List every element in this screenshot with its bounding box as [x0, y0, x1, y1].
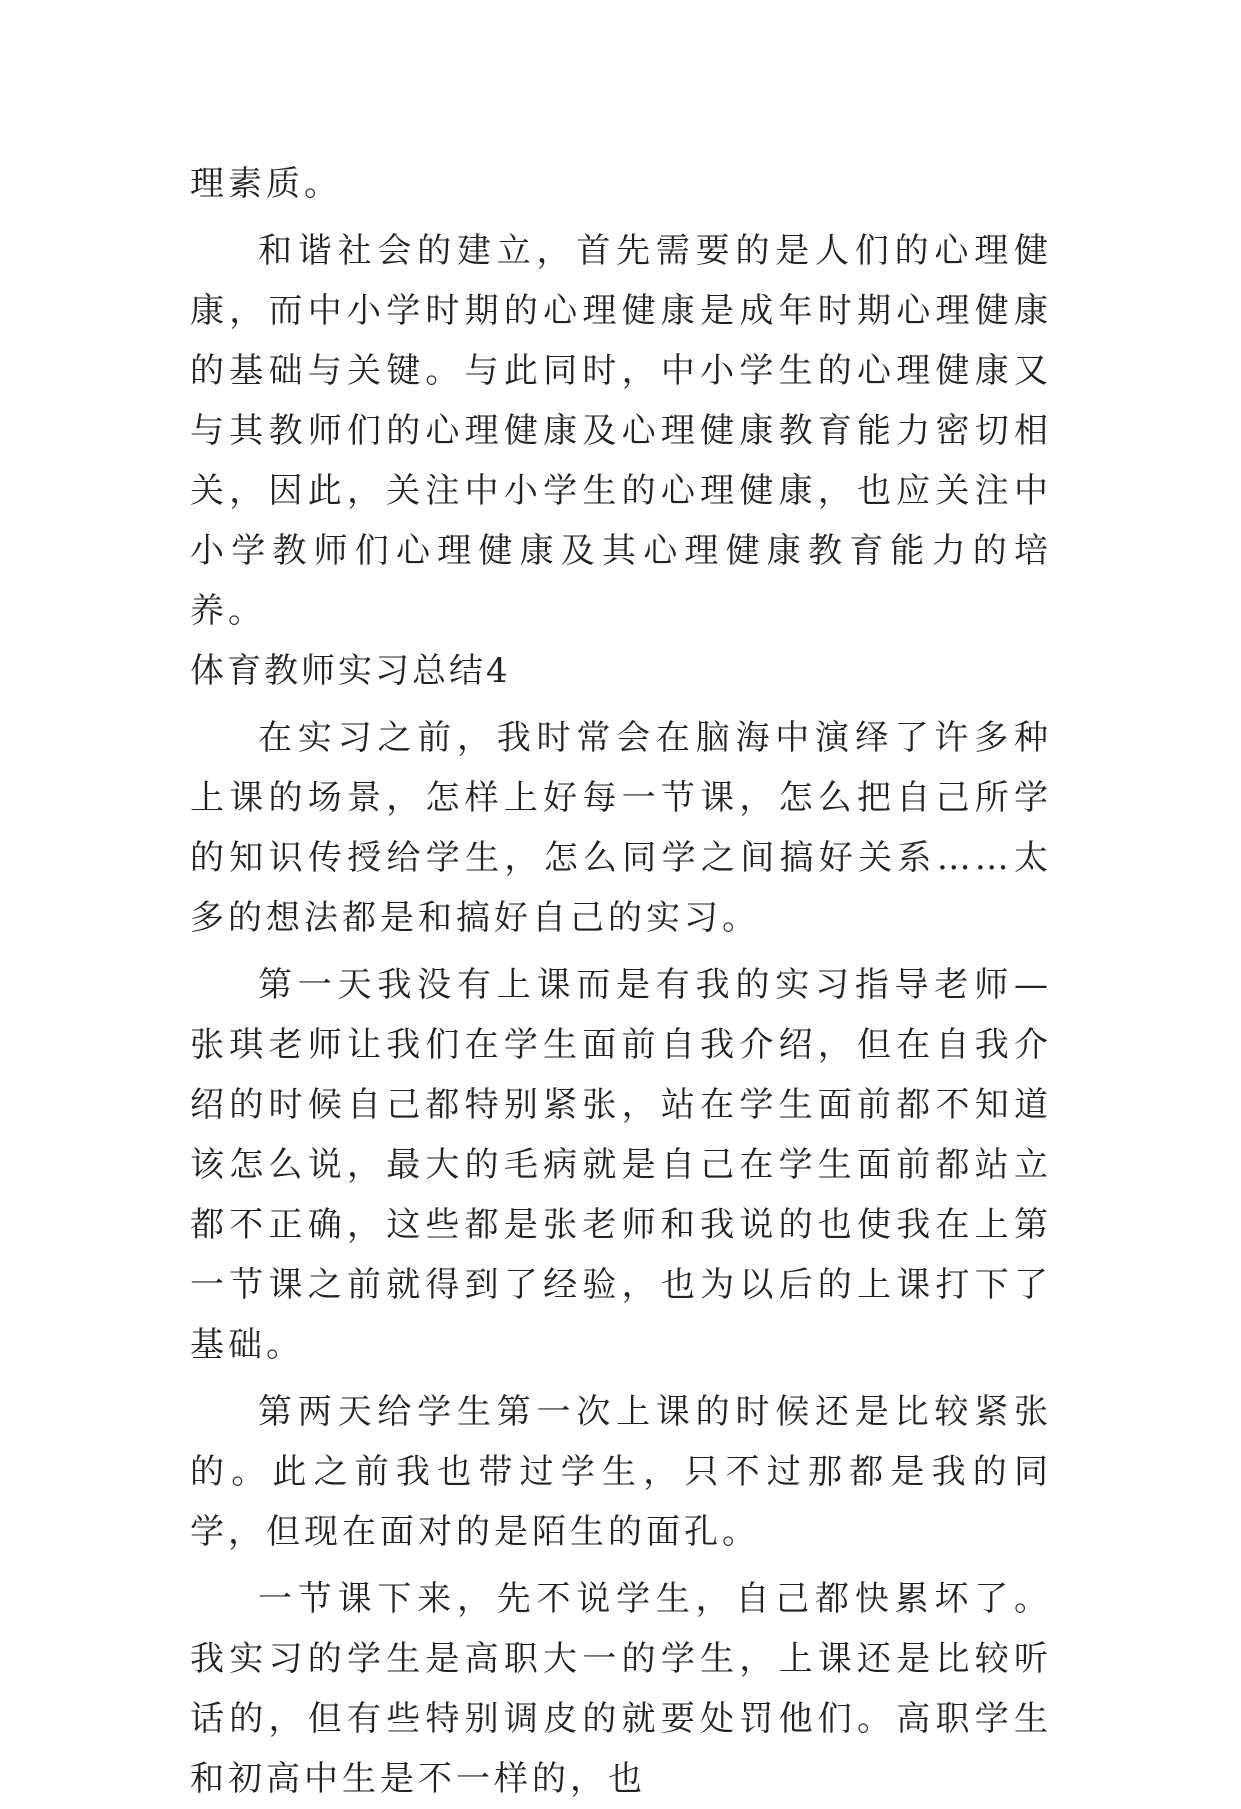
paragraph-6: 一节课下来，先不说学生，自己都快累坏了。我实习的学生是高职大一的学生，上课还是比较听话的，但有些特别调皮的就要处罚他们。高职学生和初高中生是不一样的，也 — [190, 1579, 1052, 1799]
section-heading: 体育教师实习总结4 — [190, 651, 511, 691]
paragraph-2: 和谐社会的建立，首先需要的是人们的心理健康，而中小学时期的心理健康是成年时期心理健康的基础与关键。与此同时，中小学生的心理健康又与其教师们的心理健康及心理健康教育能力密切相关，因此，关注中小学生的心理健康，也应关注中小学教师们心理健康及其心理健康教育能力的培养。 — [190, 231, 1052, 631]
document-body — [190, 154, 1052, 1809]
paragraph-4: 第一天我没有上课而是有我的实习指导老师—张琪老师让我们在学生面前自我介绍，但在自我介绍的时候自己都特别紧张，站在学生面前都不知道该怎么说，最大的毛病就是自己在学生面前都站立都不正确，这些都是张老师和我说的也使我在上第一节课之前就得到了经验，也为以后的上课打下了基础。 — [190, 965, 1052, 1365]
paragraph-1: 理素质。 — [190, 164, 342, 204]
paragraph-3: 在实习之前，我时常会在脑海中演绎了许多种上课的场景，怎样上好每一节课，怎么把自己所学的知识传授给学生，怎么同学之间搞好关系……太多的想法都是和搞好自己的实习。 — [190, 718, 1052, 938]
paragraph-5: 第两天给学生第一次上课的时候还是比较紧张的。此之前我也带过学生，只不过那都是我的同学，但现在面对的是陌生的面孔。 — [190, 1392, 1052, 1552]
